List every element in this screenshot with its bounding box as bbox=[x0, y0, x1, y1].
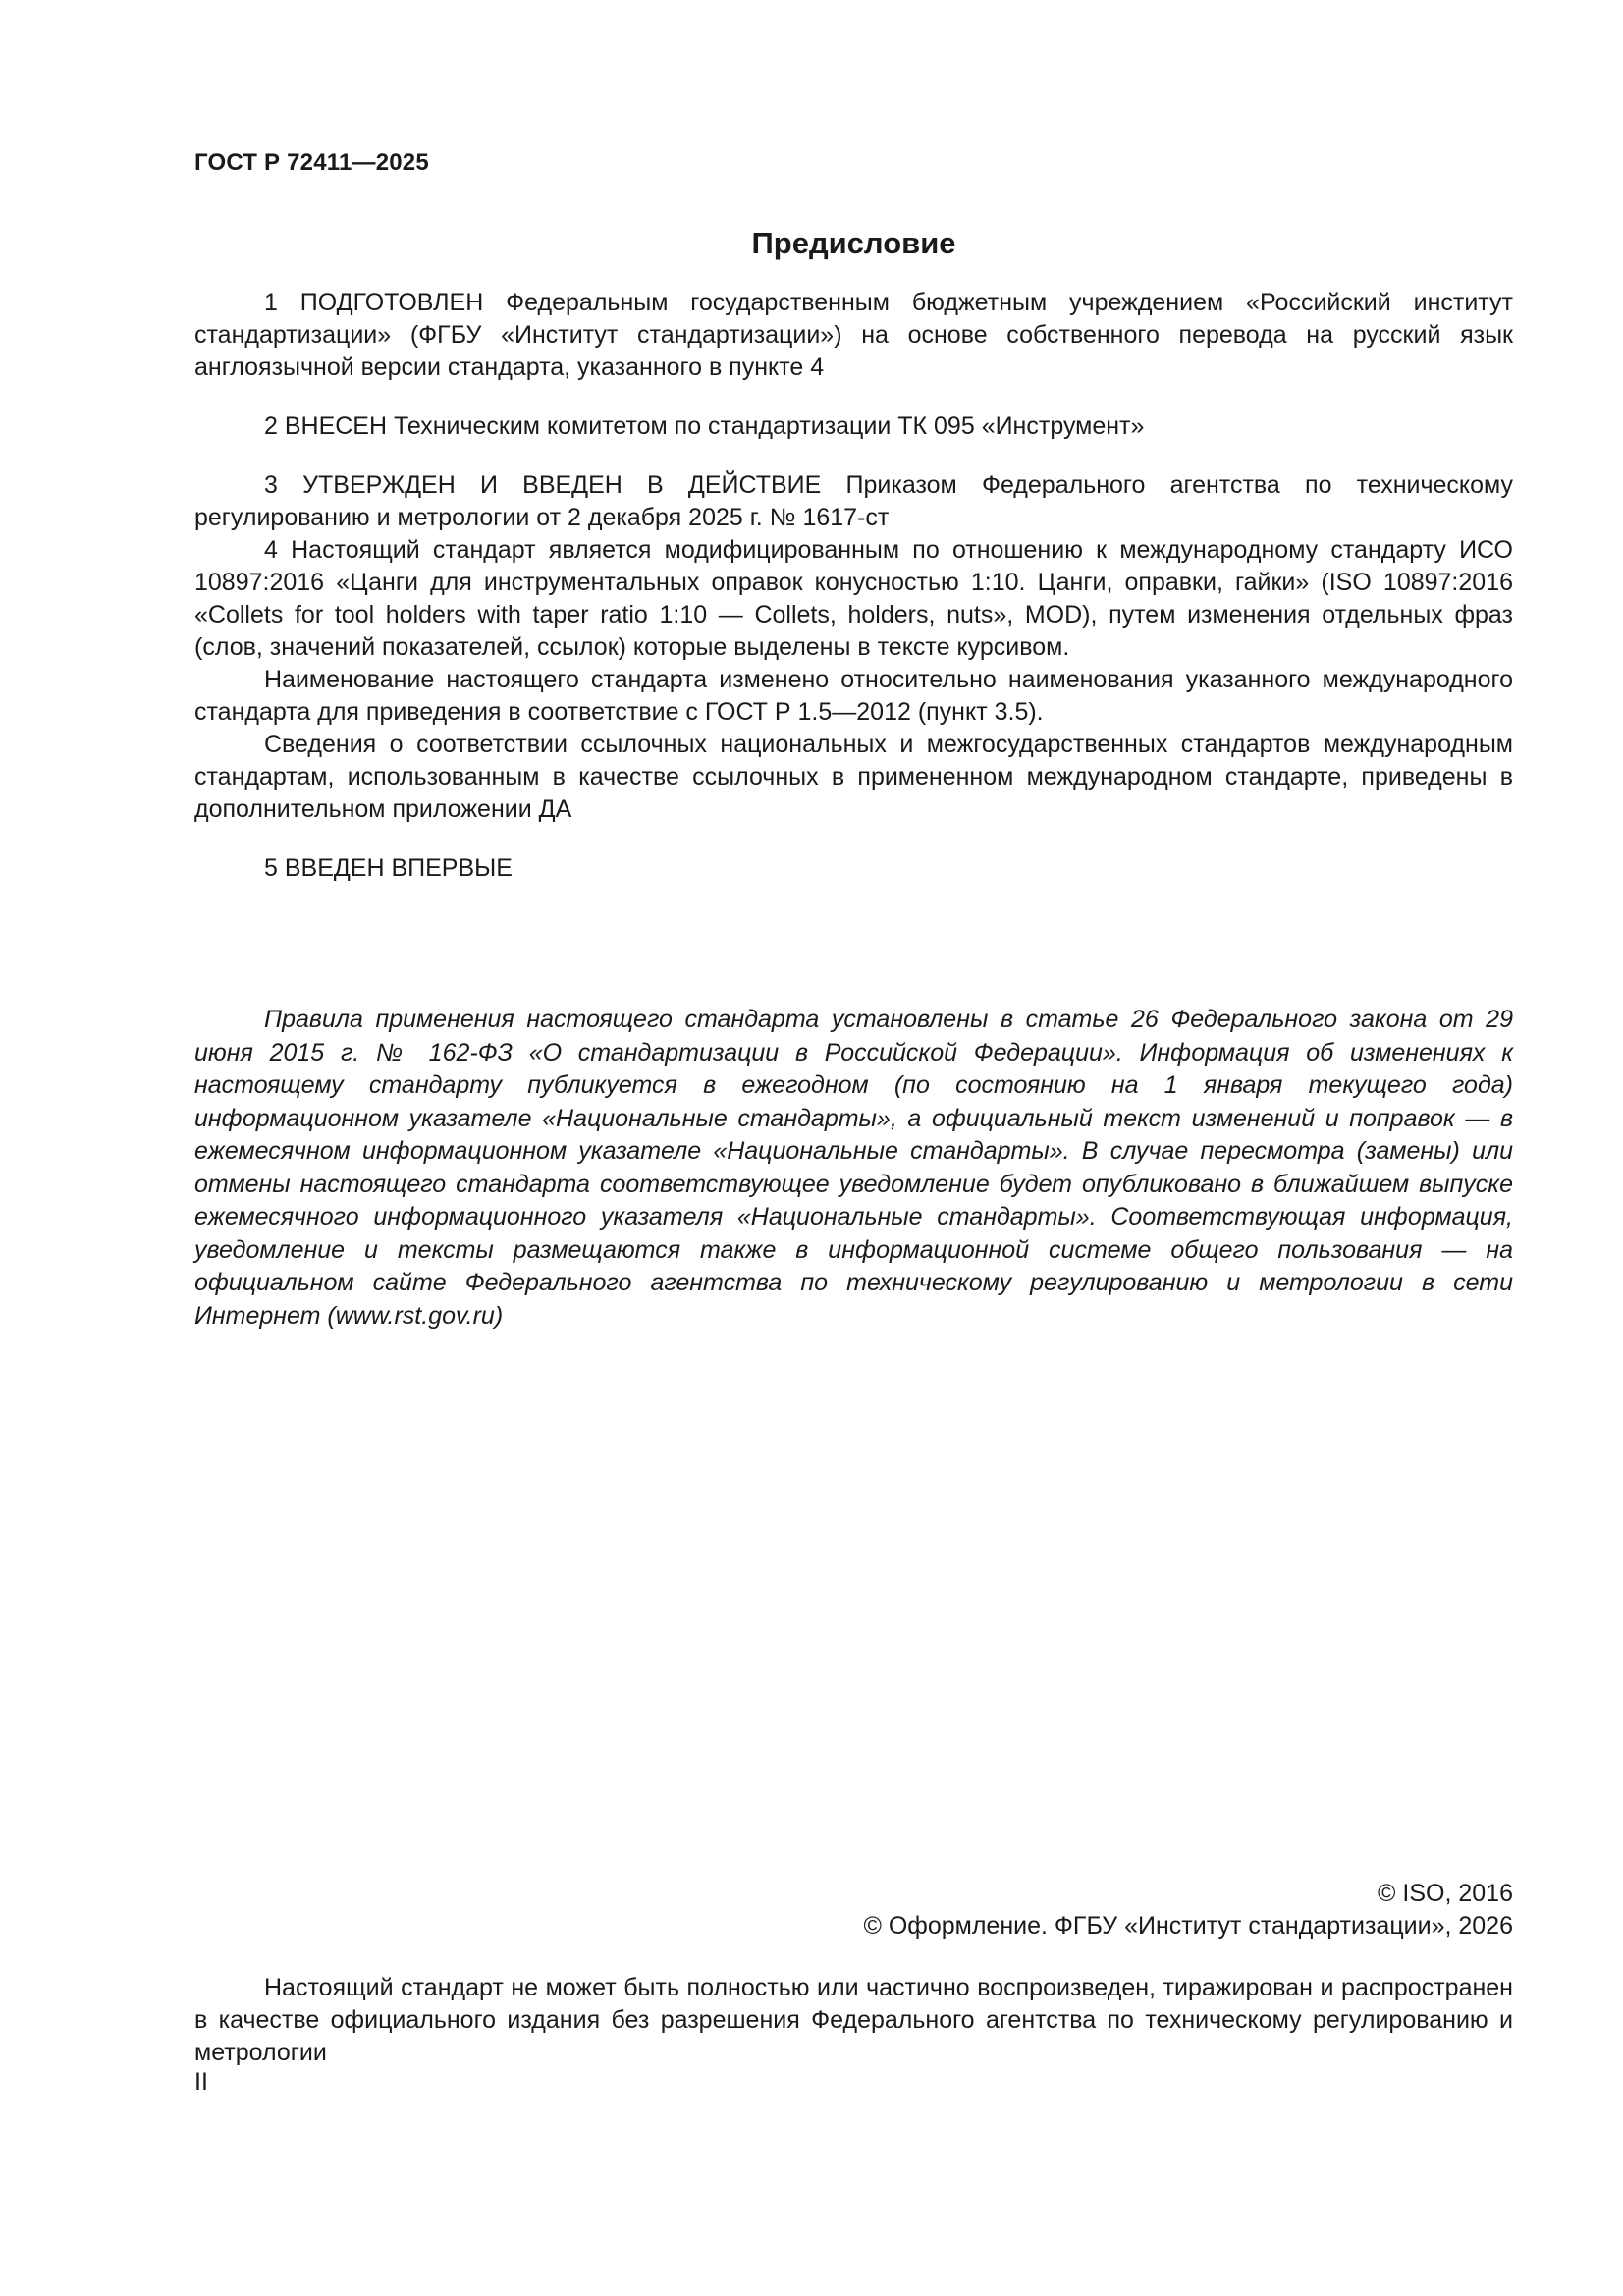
page-title: Предисловие bbox=[751, 226, 956, 260]
foreword-item-2: 2 ВНЕСЕН Техническим комитетом по стандартизации ТК 095 «Инструмент» bbox=[264, 412, 1145, 440]
page-number: II bbox=[194, 2068, 208, 2096]
copyright-block bbox=[863, 1878, 1513, 1942]
foreword-item-4-references-note: Сведения о соответствии ссылочных национальных и межгосударственных стандартов международным стандартам, использованным в качестве ссылочных в примененном международном стандарте, приведены в дополнительном приложении ДА bbox=[194, 731, 1513, 823]
foreword-item-4: 4 Настоящий стандарт является модифицированным по отношению к международному стандарту ИСО 10897:2016 «Цанги для инструментальных оправок конусностью 1:10. Цанги, оправки, гайки» (ISO 10897:2016 «Collets for tool holders with taper ratio 1:10 — Collets, holders, nuts», MOD), путем изменения отдельных фраз (слов, значений показателей, ссылок) которые выделены в тексте курсивом. bbox=[194, 536, 1513, 661]
foreword-item-1: 1 ПОДГОТОВЛЕН Федеральным государственным бюджетным учреждением «Российский институт стандартизации» (ФГБУ «Институт стандартизации») на основе собственного перевода на русский язык англоязычной версии стандарта, указанного в пункте 4 bbox=[194, 289, 1513, 381]
application-rules-text: Правила применения настоящего стандарта установлены в статье 26 Федерального закона от 29 июня 2015 г. № 162-ФЗ «О стандартизации в Российской Федерации». Информация об изменениях к настоящему стандарту публикуется в ежегодном (по состоянию на 1 января текущего года) информационном указателе «Национальные стандарты», а официальный текст изменений и поправок — в ежемесячном информационном указателе «Национальные стандарты». В случае пересмотра (замены) или отмены настоящего стандарта соответствующее уведомление будет опубликовано в ближайшем выпуске ежемесячного информационного указателя «Национальные стандарты». Соответствующая информация, уведомление и тексты размещаются также в информационной системе общего пользования — на официальном сайте Федерального агентства по техническому регулированию и метрологии в сети Интернет (www.rst.gov.ru) bbox=[194, 1006, 1513, 1330]
copyright-iso: © ISO, 2016 bbox=[1378, 1880, 1513, 1907]
reproduction-text: Настоящий стандарт не может быть полностью или частично воспроизведен, тиражирован и распространен в качестве официального издания без разрешения Федерального агентства по техническому регулированию и метрологии bbox=[194, 1974, 1513, 2066]
foreword-item-3: 3 УТВЕРЖДЕН И ВВЕДЕН В ДЕЙСТВИЕ Приказом Федерального агентства по техническому регулированию и метрологии от 2 декабря 2025 г. № 1617-ст bbox=[194, 471, 1513, 531]
foreword-item-5: 5 ВВЕДЕН ВПЕРВЫЕ bbox=[264, 854, 513, 882]
standard-code: ГОСТ Р 72411—2025 bbox=[194, 149, 429, 176]
application-rules-notice bbox=[194, 1004, 1513, 1333]
copyright-design: © Оформление. ФГБУ «Институт стандартизации», 2026 bbox=[863, 1912, 1513, 1940]
reproduction-notice bbox=[194, 1972, 1513, 2069]
foreword-item-4-name-note: Наименование настоящего стандарта изменено относительно наименования указанного международного стандарта для приведения в соответствие с ГОСТ Р 1.5—2012 (пункт 3.5). bbox=[194, 666, 1513, 726]
foreword-body bbox=[194, 287, 1513, 885]
